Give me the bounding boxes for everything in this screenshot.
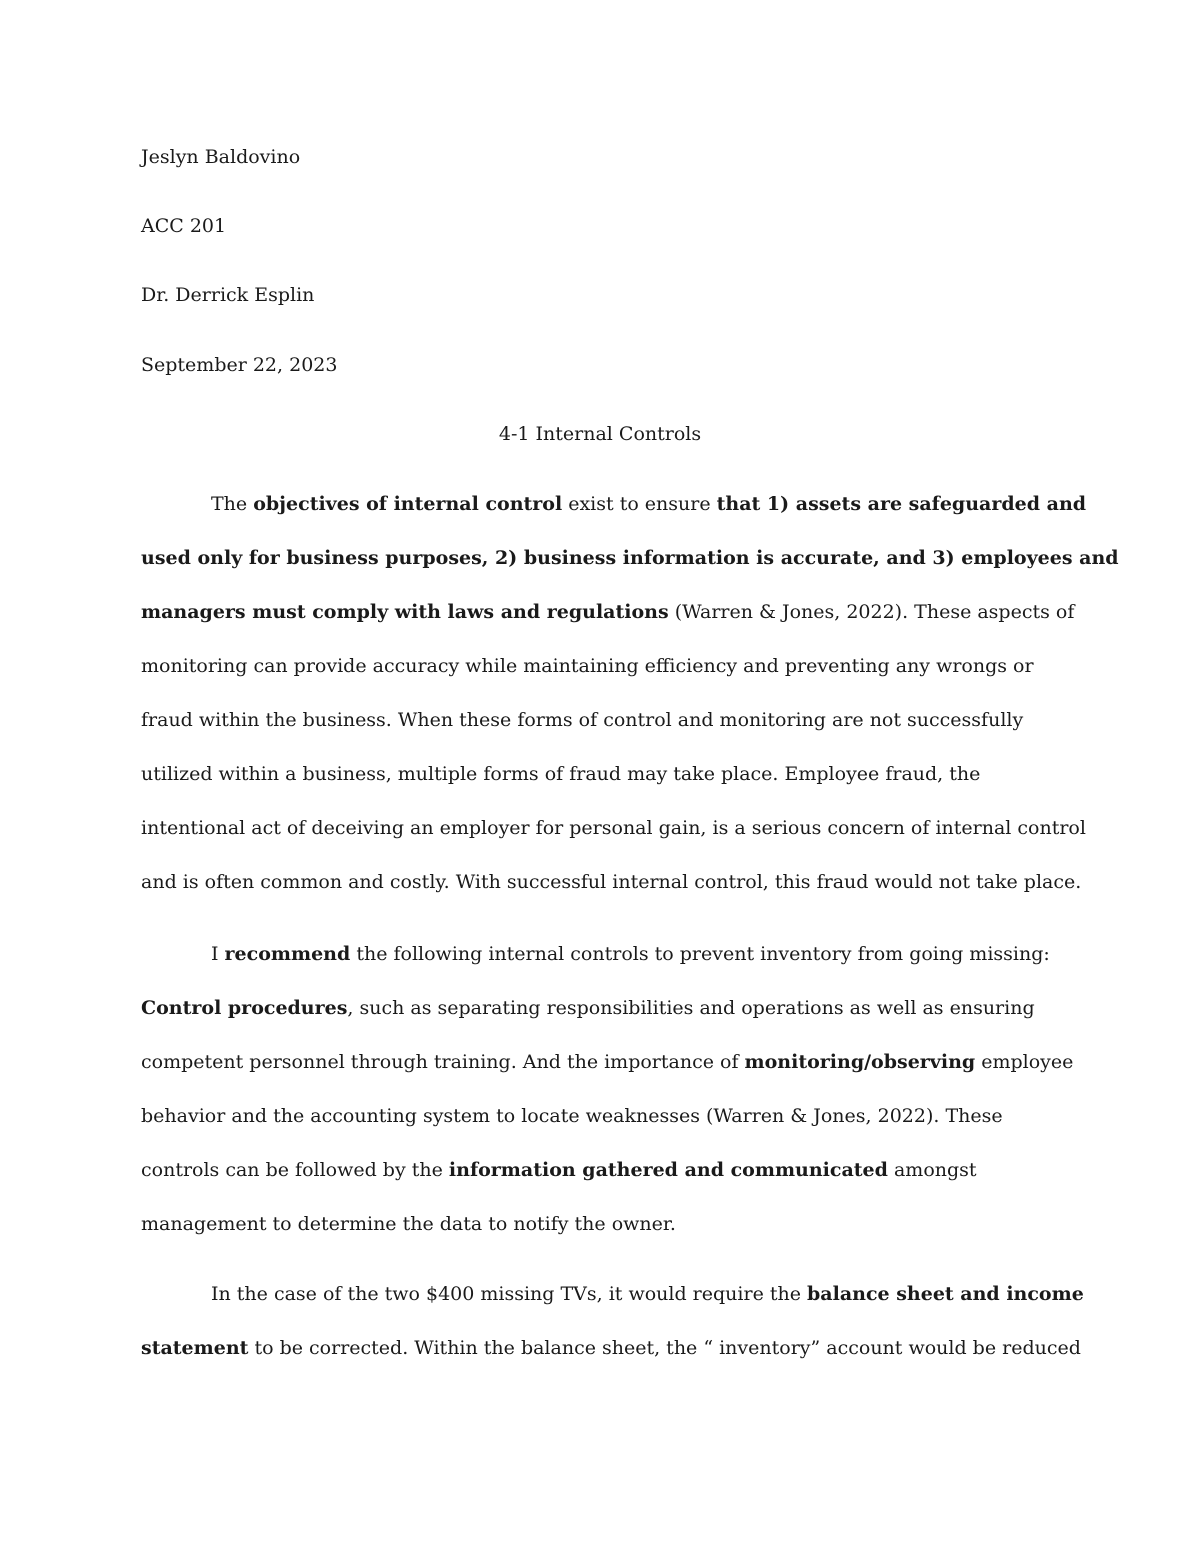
text-run: amongst <box>887 1159 977 1181</box>
text-line <box>211 490 1086 518</box>
course-code: ACC 201 <box>141 215 227 237</box>
text-line <box>211 940 1050 968</box>
text-run: employee <box>975 1051 1074 1073</box>
text-run: , such as separating responsibilities and operations as well as ensuring <box>347 997 1035 1019</box>
text-run: exist to ensure <box>562 493 717 515</box>
bold-text-run: monitoring/observing <box>744 1051 976 1073</box>
text-line <box>141 1156 977 1184</box>
text-line <box>141 1210 676 1238</box>
text-run: management to determine the data to notify the owner. <box>141 1213 676 1235</box>
text-run: the following internal controls to prevent inventory from going missing: <box>350 943 1050 965</box>
bold-text-run: recommend <box>224 943 351 965</box>
bold-text-run: balance sheet and income <box>807 1283 1084 1305</box>
bold-text-run: statement <box>141 1337 249 1359</box>
bold-text-run: information gathered and communicated <box>448 1159 888 1181</box>
document-title: 4-1 Internal Controls <box>498 423 702 445</box>
bold-text-run: used only for business purposes, 2) business information is accurate, and 3) employees and <box>141 547 1119 569</box>
text-line <box>141 994 1035 1022</box>
text-line <box>141 1102 1003 1130</box>
text-run: to be corrected. Within the balance sheet, the “ inventory” account would be reduced <box>248 1337 1081 1359</box>
text-line <box>141 760 980 788</box>
text-run: controls can be followed by the <box>141 1159 449 1181</box>
text-line <box>141 868 1081 896</box>
text-run: fraud within the business. When these forms of control and monitoring are not successfully <box>141 709 1024 731</box>
text-line <box>141 652 1034 680</box>
text-run: I <box>211 943 225 965</box>
text-line <box>141 598 1074 626</box>
text-line <box>141 1334 1081 1362</box>
text-line <box>141 1048 1073 1076</box>
text-run: In the case of the two $400 missing TVs, it would require the <box>211 1283 808 1305</box>
text-line <box>141 814 1086 842</box>
text-run: behavior and the accounting system to locate weaknesses (Warren & Jones, 2022). These <box>141 1105 1003 1127</box>
bold-text-run: objectives of internal control <box>253 493 563 515</box>
text-line <box>211 1280 1084 1308</box>
text-run: and is often common and costly. With successful internal control, this fraud would not take place. <box>141 871 1082 893</box>
text-line <box>141 544 1119 572</box>
text-run: The <box>211 493 254 515</box>
text-run: competent personnel through training. And the importance of <box>141 1051 745 1073</box>
author-name: Jeslyn Baldovino <box>141 146 301 168</box>
bold-text-run: managers must comply with laws and regulations <box>141 601 669 623</box>
bold-text-run: that 1) assets are safeguarded and <box>716 493 1087 515</box>
bold-text-run: Control procedures <box>141 997 348 1019</box>
text-run: utilized within a business, multiple forms of fraud may take place. Employee fraud, the <box>141 763 981 785</box>
text-run: (Warren & Jones, 2022). These aspects of <box>668 601 1075 623</box>
submission-date: September 22, 2023 <box>141 354 338 376</box>
text-line <box>141 706 1023 734</box>
instructor-name: Dr. Derrick Esplin <box>141 284 315 306</box>
text-run: monitoring can provide accuracy while maintaining efficiency and preventing any wrongs or <box>141 655 1034 677</box>
text-run: intentional act of deceiving an employer for personal gain, is a serious concern of internal control <box>141 817 1086 839</box>
